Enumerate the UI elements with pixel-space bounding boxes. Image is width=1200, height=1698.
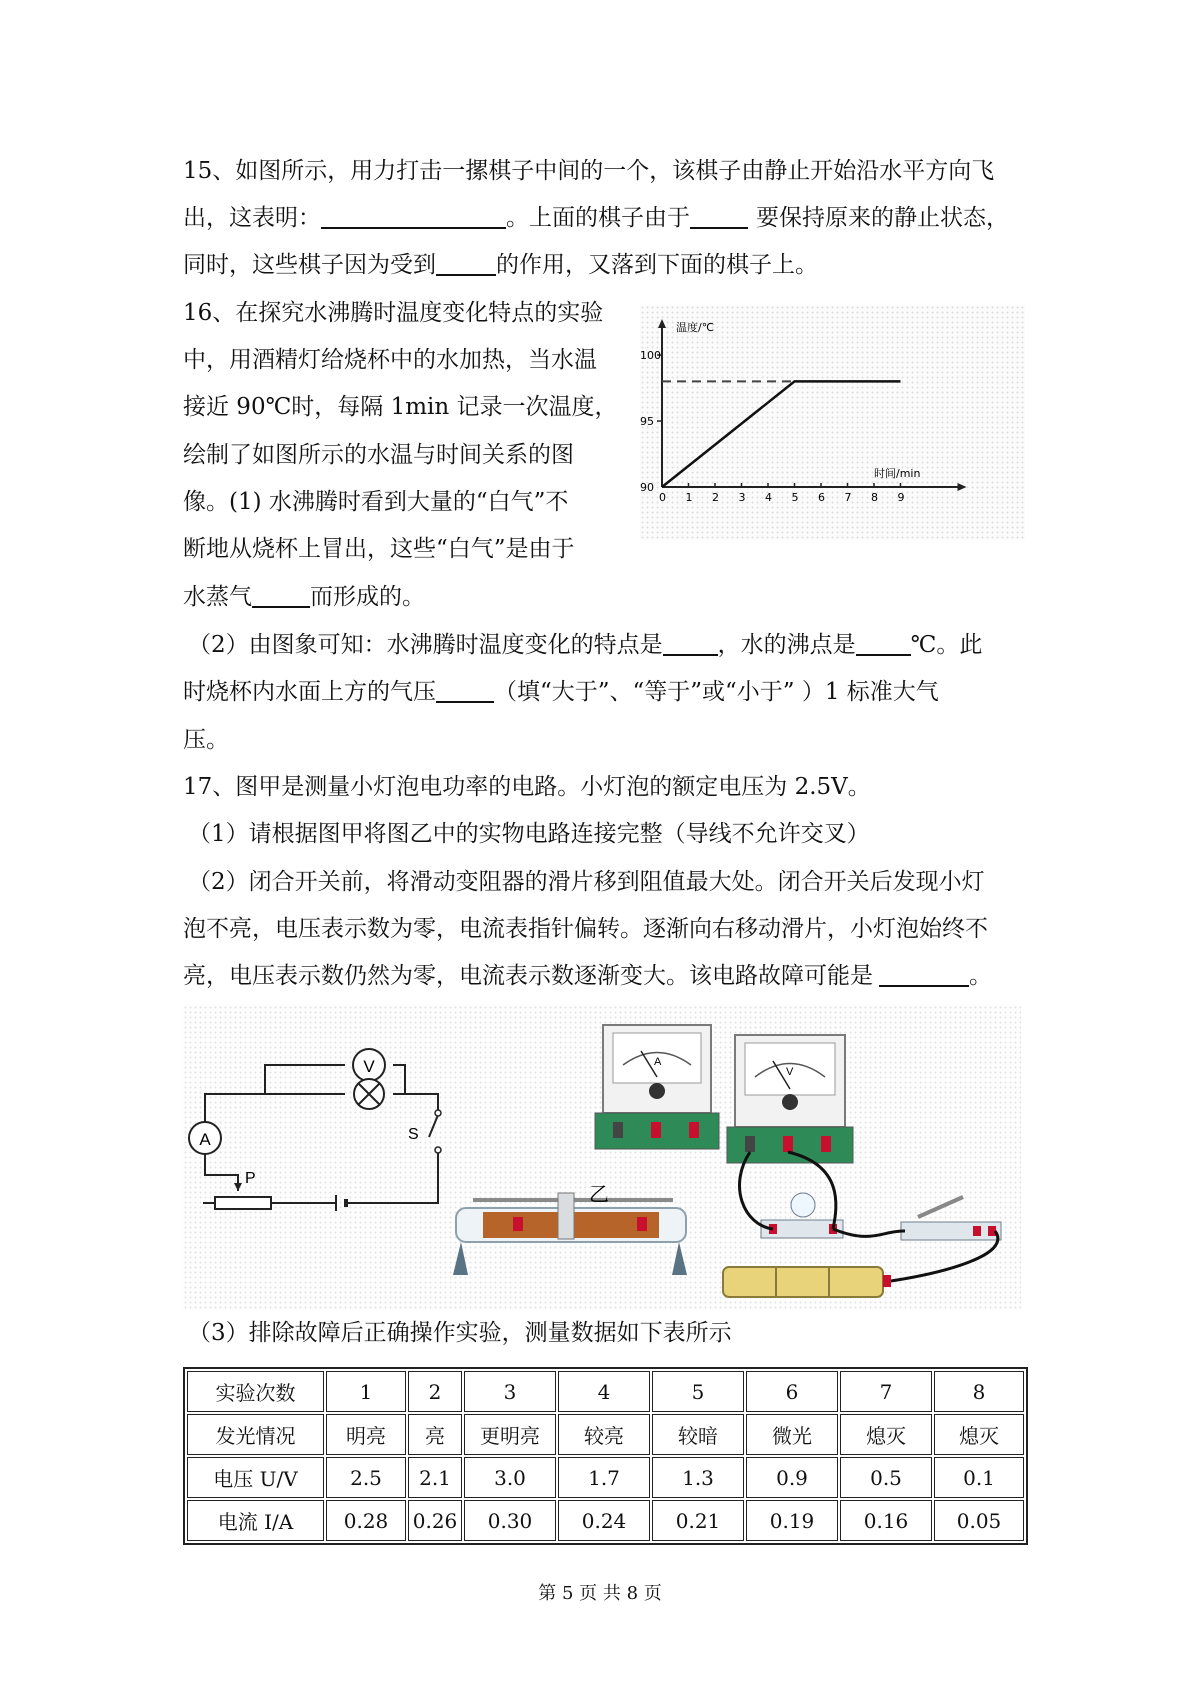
row-header-cell: 实验次数 <box>187 1371 324 1412</box>
q17-line-2: （1）请根据图甲将图乙中的实物电路连接完整（导线不允许交叉） <box>188 821 870 847</box>
q16-text: ℃。此 <box>910 632 983 658</box>
table-cell: 3.0 <box>464 1457 556 1498</box>
q15-line-3 <box>183 250 818 280</box>
y-axis-label: 温度/℃ <box>676 321 715 334</box>
q17-text: 亮，电压表示数仍然为零，电流表示数逐渐变大。该电路故障可能是 <box>183 963 873 989</box>
circuit-svg <box>183 1005 1021 1310</box>
wire <box>393 1065 405 1094</box>
ammeter-face-label: A <box>654 1056 662 1068</box>
table-cell: 1 <box>326 1371 406 1412</box>
q16-text: 而形成的。 <box>310 584 425 610</box>
table-cell: 1.3 <box>652 1457 744 1498</box>
temperature-chart <box>640 305 1025 540</box>
q17-line-1: 17、图甲是测量小灯泡电功率的电路。小灯泡的额定电压为 2.5V。 <box>183 774 871 800</box>
q17-line-4: 泡不亮，电压表示数为零，电流表指针偏转。逐渐向右移动滑片，小灯泡始终不 <box>183 916 988 942</box>
circuit-schematic <box>203 1065 438 1203</box>
q15-line-1: 15、如图所示，用力打击一摞棋子中间的一个，该棋子由静止开始沿水平方向飞 <box>183 158 995 184</box>
table-cell: 0.21 <box>652 1500 744 1541</box>
table-row <box>187 1500 1024 1541</box>
temperature-series-line <box>662 381 901 487</box>
wire <box>393 1094 438 1114</box>
page-footer: 第 5 页 共 8 页 <box>538 1583 662 1604</box>
switch-contact <box>435 1147 441 1153</box>
table-cell: 亮 <box>408 1414 462 1455</box>
answer-blank[interactable] <box>856 632 911 656</box>
slider-block <box>558 1193 574 1239</box>
switch-blade <box>429 1115 438 1137</box>
table-cell: 熄灭 <box>840 1414 932 1455</box>
table-cell: 0.24 <box>558 1500 650 1541</box>
table-cell: 明亮 <box>326 1414 406 1455</box>
q17-line-3: （2）闭合开关前，将滑动变阻器的滑片移到阻值最大处。闭合开关后发现小灯 <box>188 869 985 895</box>
row-header-cell: 电压 U/V <box>187 1457 324 1498</box>
slider-arrow <box>234 1183 242 1191</box>
table-cell: 4 <box>558 1371 650 1412</box>
table-cell: 0.05 <box>934 1500 1024 1541</box>
x-tick-label: 9 <box>897 491 905 504</box>
q16-line-5: 像。(1) 水沸腾时看到大量的“白气”不 <box>183 489 569 515</box>
table-cell: 0.5 <box>840 1457 932 1498</box>
x-tick-label: 0 <box>659 491 666 504</box>
q17-part3: （3）排除故障后正确操作实验，测量数据如下表所示 <box>188 1320 732 1346</box>
table-cell: 较暗 <box>652 1414 744 1455</box>
table-cell: 0.26 <box>408 1500 462 1541</box>
q16-line-3: 接近 90℃时，每隔 1min 记录一次温度， <box>183 394 618 420</box>
table-cell: 8 <box>934 1371 1024 1412</box>
q16-part2-line-2 <box>183 677 939 707</box>
switch-photo <box>901 1197 1001 1240</box>
q15-text: 同时，这些棋子因为受到 <box>183 252 436 278</box>
q16-text: （填“大于”、“等于”或“小于” ）1 标准大气 <box>494 679 939 705</box>
row-header-cell: 电流 I/A <box>187 1500 324 1541</box>
wire <box>346 1150 438 1203</box>
data-table <box>183 1367 1028 1545</box>
table-cell: 2.5 <box>326 1457 406 1498</box>
q15-text: 的作用，又落到下面的棋子上。 <box>496 252 818 278</box>
x-axis-label: 时间/min <box>874 467 921 480</box>
table-cell: 5 <box>652 1371 744 1412</box>
x-tick-label: 8 <box>871 491 878 504</box>
table-cell: 微光 <box>746 1414 838 1455</box>
q16-text: ，水的沸点是 <box>717 632 856 658</box>
q16-line-1: 16、在探究水沸腾时温度变化特点的实验 <box>183 300 604 326</box>
ammeter-photo <box>595 1025 719 1149</box>
q15-text: 出，这表明： <box>183 205 321 231</box>
battery-photo <box>723 1267 891 1297</box>
y-tick-label: 95 <box>640 415 654 428</box>
q17-line-5 <box>183 961 992 991</box>
table-cell: 0.1 <box>934 1457 1024 1498</box>
voltmeter-photo <box>727 1035 853 1163</box>
rheostat-symbol <box>215 1197 271 1209</box>
q16-text: （2）由图象可知：水沸腾时温度变化的特点是 <box>188 632 663 658</box>
wire <box>205 1094 265 1123</box>
wire <box>265 1065 345 1094</box>
table-cell: 0.30 <box>464 1500 556 1541</box>
q15-text: 要保持原来的静止状态， <box>756 205 1009 231</box>
x-tick-label: 4 <box>765 491 772 504</box>
voltmeter-label: V <box>363 1057 375 1076</box>
y-tick-label: 90 <box>640 481 654 494</box>
answer-blank[interactable] <box>690 205 748 229</box>
q17-text: 。 <box>969 963 992 989</box>
x-tick-label: 3 <box>738 491 746 504</box>
q16-line-2: 中，用酒精灯给烧杯中的水加热，当水温 <box>183 347 597 373</box>
table-cell: 6 <box>746 1371 838 1412</box>
table-cell: 2.1 <box>408 1457 462 1498</box>
table-cell: 7 <box>840 1371 932 1412</box>
table-row <box>187 1457 1024 1498</box>
rheostat-photo <box>453 1182 687 1275</box>
photo-label: 乙 <box>589 1182 609 1206</box>
switch-contact <box>435 1110 441 1116</box>
slider-label: P <box>245 1170 256 1187</box>
table-cell: 0.16 <box>840 1500 932 1541</box>
table-cell: 2 <box>408 1371 462 1412</box>
x-axis-arrow <box>958 483 967 491</box>
chart-svg <box>640 305 1025 540</box>
table-row <box>187 1371 1024 1412</box>
switch-label: S <box>408 1126 419 1143</box>
wire <box>205 1153 238 1191</box>
voltmeter-face-label: V <box>786 1066 794 1078</box>
table-cell: 0.19 <box>746 1500 838 1541</box>
table-cell: 更明亮 <box>464 1414 556 1455</box>
q15-line-2 <box>183 203 1009 233</box>
q16-line-7 <box>183 582 425 612</box>
lamp-photo <box>761 1193 843 1238</box>
q16-line-6: 断地从烧杯上冒出，这些“白气”是由于 <box>183 536 575 562</box>
y-axis-arrow <box>658 319 666 328</box>
answer-blank[interactable] <box>321 205 506 229</box>
answer-blank[interactable] <box>436 252 496 276</box>
y-tick-label: 100 <box>640 349 661 362</box>
table-cell: 3 <box>464 1371 556 1412</box>
ammeter-label: A <box>199 1130 211 1149</box>
row-header-cell: 发光情况 <box>187 1414 324 1455</box>
answer-blank[interactable] <box>879 963 969 987</box>
x-tick-label: 5 <box>791 491 799 504</box>
q15-text: 。上面的棋子由于 <box>506 205 690 231</box>
table-cell: 较亮 <box>558 1414 650 1455</box>
q16-text: 水蒸气 <box>183 584 252 610</box>
x-tick-label: 1 <box>685 491 693 504</box>
table-row <box>187 1414 1024 1455</box>
table-cell: 0.28 <box>326 1500 406 1541</box>
x-tick-label: 2 <box>712 491 719 504</box>
x-tick-label: 7 <box>844 491 852 504</box>
answer-blank[interactable] <box>436 679 494 703</box>
table-cell: 1.7 <box>558 1457 650 1498</box>
q16-text: 时烧杯内水面上方的气压 <box>183 679 436 705</box>
q16-part2-line-3: 压。 <box>183 727 229 753</box>
table-cell: 熄灭 <box>934 1414 1024 1455</box>
answer-blank[interactable] <box>663 632 718 656</box>
x-tick-label: 6 <box>818 491 825 504</box>
q16-part2-line-1 <box>188 630 982 660</box>
answer-blank[interactable] <box>252 584 310 608</box>
q16-line-4: 绘制了如图所示的水温与时间关系的图 <box>183 442 574 468</box>
connecting-wires <box>740 1152 998 1281</box>
circuit-figure <box>183 1005 1021 1310</box>
table-cell: 0.9 <box>746 1457 838 1498</box>
